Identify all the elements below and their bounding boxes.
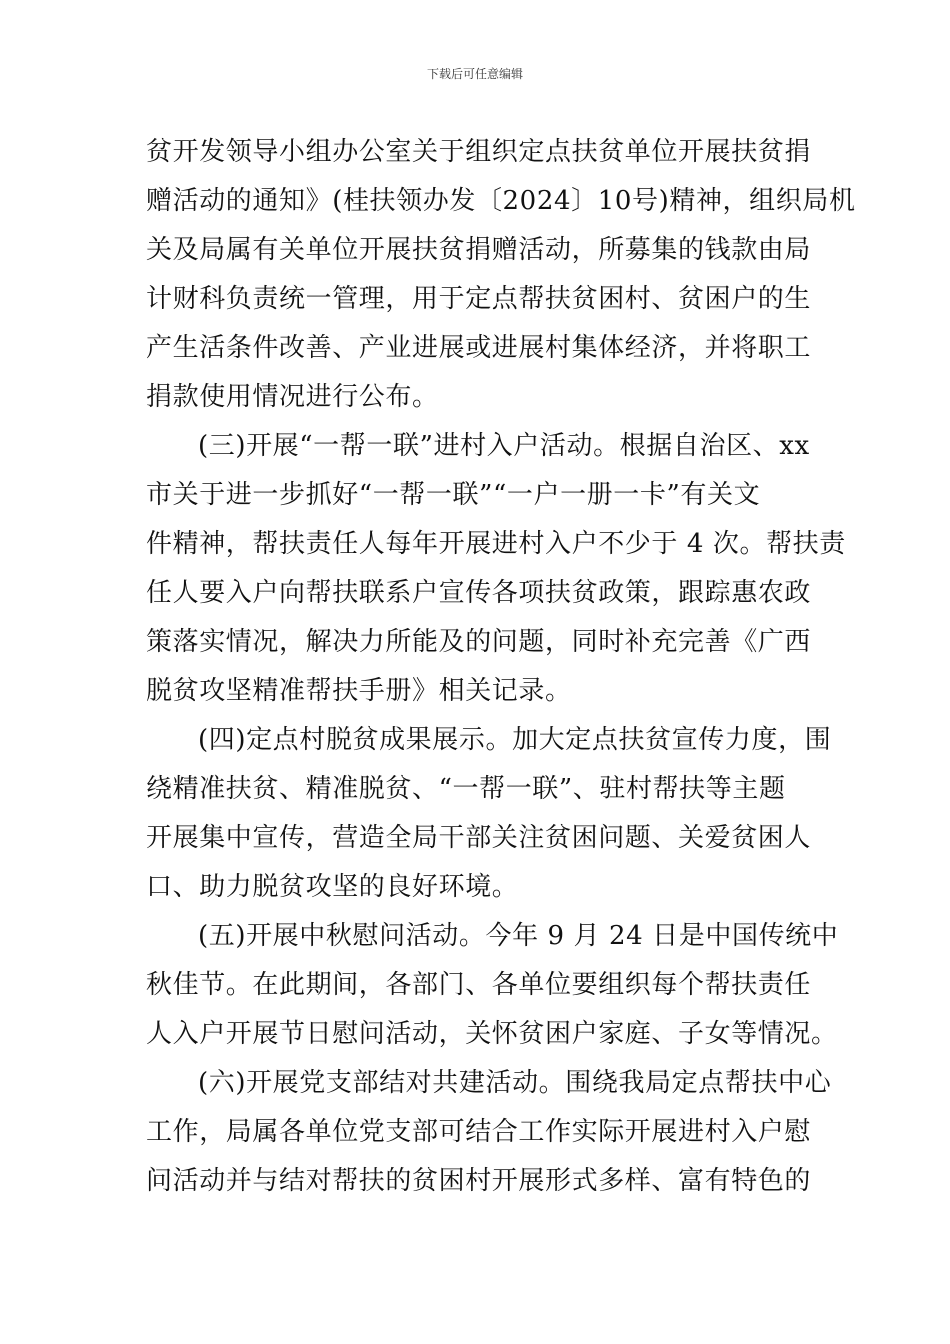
document-body (146, 128, 856, 1206)
text-line: 任人要入户向帮扶联系户宣传各项扶贫政策，跟踪惠农政 (146, 578, 812, 608)
text-line: 赠活动的通知》(桂扶领办发〔2024〕10号)精神，组织局机 (146, 186, 856, 216)
text-line: 开展集中宣传，营造全局干部关注贫困问题、关爱贫困人 (146, 823, 812, 853)
paragraph-first-line: (三)开展“一帮一联”进村入户活动。根据自治区、xx (198, 431, 810, 461)
text-line: 秋佳节。在此期间，各部门、各单位要组织每个帮扶责任 (146, 970, 812, 1000)
text-line: 件精神，帮扶责任人每年开展进村入户不少于 4 次。帮扶责 (146, 529, 846, 559)
text-line: 贫开发领导小组办公室关于组织定点扶贫单位开展扶贫捐 (146, 137, 812, 167)
text-line: 产生活条件改善、产业进展或进展村集体经济，并将职工 (146, 333, 812, 363)
text-line: 脱贫攻坚精准帮扶手册》相关记录。 (146, 676, 572, 706)
text-line: 口、助力脱贫攻坚的良好环境。 (146, 872, 519, 902)
text-line: 问活动并与结对帮扶的贫困村开展形式多样、富有特色的 (146, 1166, 812, 1196)
text-line: 绕精准扶贫、精准脱贫、“一帮一联”、驻村帮扶等主题 (146, 774, 786, 804)
text-line: 关及局属有关单位开展扶贫捐赠活动，所募集的钱款由局 (146, 235, 812, 265)
paragraph-first-line: (六)开展党支部结对共建活动。围绕我局定点帮扶中心 (198, 1068, 832, 1098)
paragraph-first-line: (四)定点村脱贫成果展示。加大定点扶贫宣传力度，围 (198, 725, 832, 755)
text-line: 工作，局属各单位党支部可结合工作实际开展进村入户慰 (146, 1117, 812, 1147)
page-header: 下载后可任意编辑 (426, 67, 523, 81)
text-line: 策落实情况，解决力所能及的问题，同时补充完善《广西 (146, 627, 812, 657)
text-line: 市关于进一步抓好“一帮一联”“一户一册一卡”有关文 (146, 480, 761, 510)
text-line: 捐款使用情况进行公布。 (146, 382, 439, 412)
text-line: 人入户开展节日慰问活动，关怀贫困户家庭、子女等情况。 (146, 1019, 838, 1049)
paragraph-first-line: (五)开展中秋慰问活动。今年 9 月 24 日是中国传统中 (198, 921, 839, 951)
text-line: 计财科负责统一管理，用于定点帮扶贫困村、贫困户的生 (146, 284, 812, 314)
